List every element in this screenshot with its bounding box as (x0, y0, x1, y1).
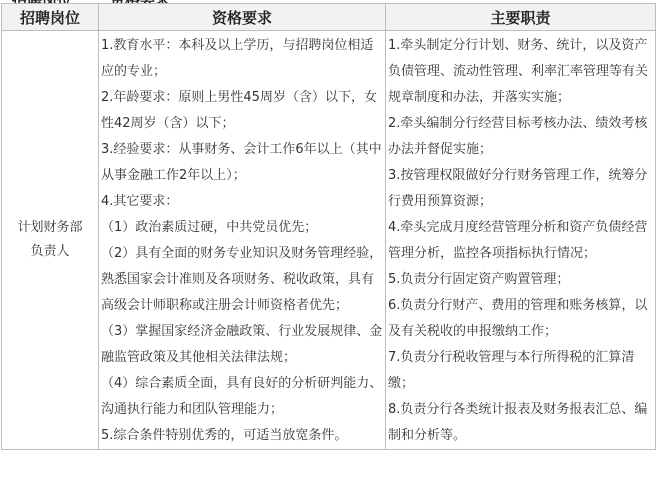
header-requirements: 资格要求 (99, 4, 386, 31)
duty-item: 1.牵头制定分行计划、财务、统计，以及资产负债管理、流动性管理、利率汇率管理等有关规章制度和办法，并落实实施； (388, 38, 649, 105)
requirement-item: （3）掌握国家经济金融政策、行业发展规律、金融监管政策及其他相关法律法规； (101, 324, 383, 365)
table-row (2, 31, 656, 450)
recruitment-table (1, 3, 656, 450)
table-header-row (2, 4, 656, 31)
duty-item: 5.负责分行固定资产购置管理； (388, 272, 570, 287)
duty-item: 4.牵头完成月度经营管理分析和资产负债经营管理分析，监控各项指标执行情况； (388, 220, 648, 261)
requirement-item: 1.教育水平：本科及以上学历，与招聘岗位相适应的专业； (101, 38, 374, 79)
requirement-item: 2.年龄要求：原则上男性45周岁（含）以下，女性42周岁（含）以下； (101, 90, 377, 131)
requirement-item: 4.其它要求： (101, 194, 179, 209)
position-cell (2, 31, 99, 450)
header-position: 招聘岗位 (2, 4, 99, 31)
duty-item: 2.牵头编制分行经营目标考核办法、绩效考核办法并督促实施； (388, 116, 648, 157)
requirement-item: 5.综合条件特别优秀的，可适当放宽条件。 (101, 428, 348, 443)
header-duties: 主要职责 (386, 4, 656, 31)
requirement-item: 3.经验要求：从事财务、会计工作6年以上（其中从事金融工作2年以上）； (101, 142, 382, 183)
duty-item: 7.负责分行税收管理与本行所得税的汇算清缴； (388, 350, 635, 391)
requirement-item: （2）具有全面的财务专业知识及财务管理经验，熟悉国家会计准则及各项财务、税收政策，具有高级会计师职称或注册会计师资格者优先； (101, 246, 383, 313)
duty-item: 3.按管理权限做好分行财务管理工作，统筹分行费用预算资源； (388, 168, 648, 209)
requirement-item: （4）综合素质全面，具有良好的分析研判能力、沟通执行能力和团队管理能力； (101, 376, 383, 417)
duty-item: 8.负责分行各类统计报表及财务报表汇总、编制和分析等。 (388, 402, 648, 443)
position-line: 负责人 (30, 244, 70, 259)
requirement-item: （1）政治素质过硬，中共党员优先； (101, 220, 318, 235)
duties-cell (386, 31, 656, 450)
requirements-cell (99, 31, 386, 450)
duty-item: 6.负责分行财产、费用的管理和账务核算，以及有关税收的申报缴纳工作； (388, 298, 648, 339)
position-line: 计划财务部 (17, 220, 83, 235)
